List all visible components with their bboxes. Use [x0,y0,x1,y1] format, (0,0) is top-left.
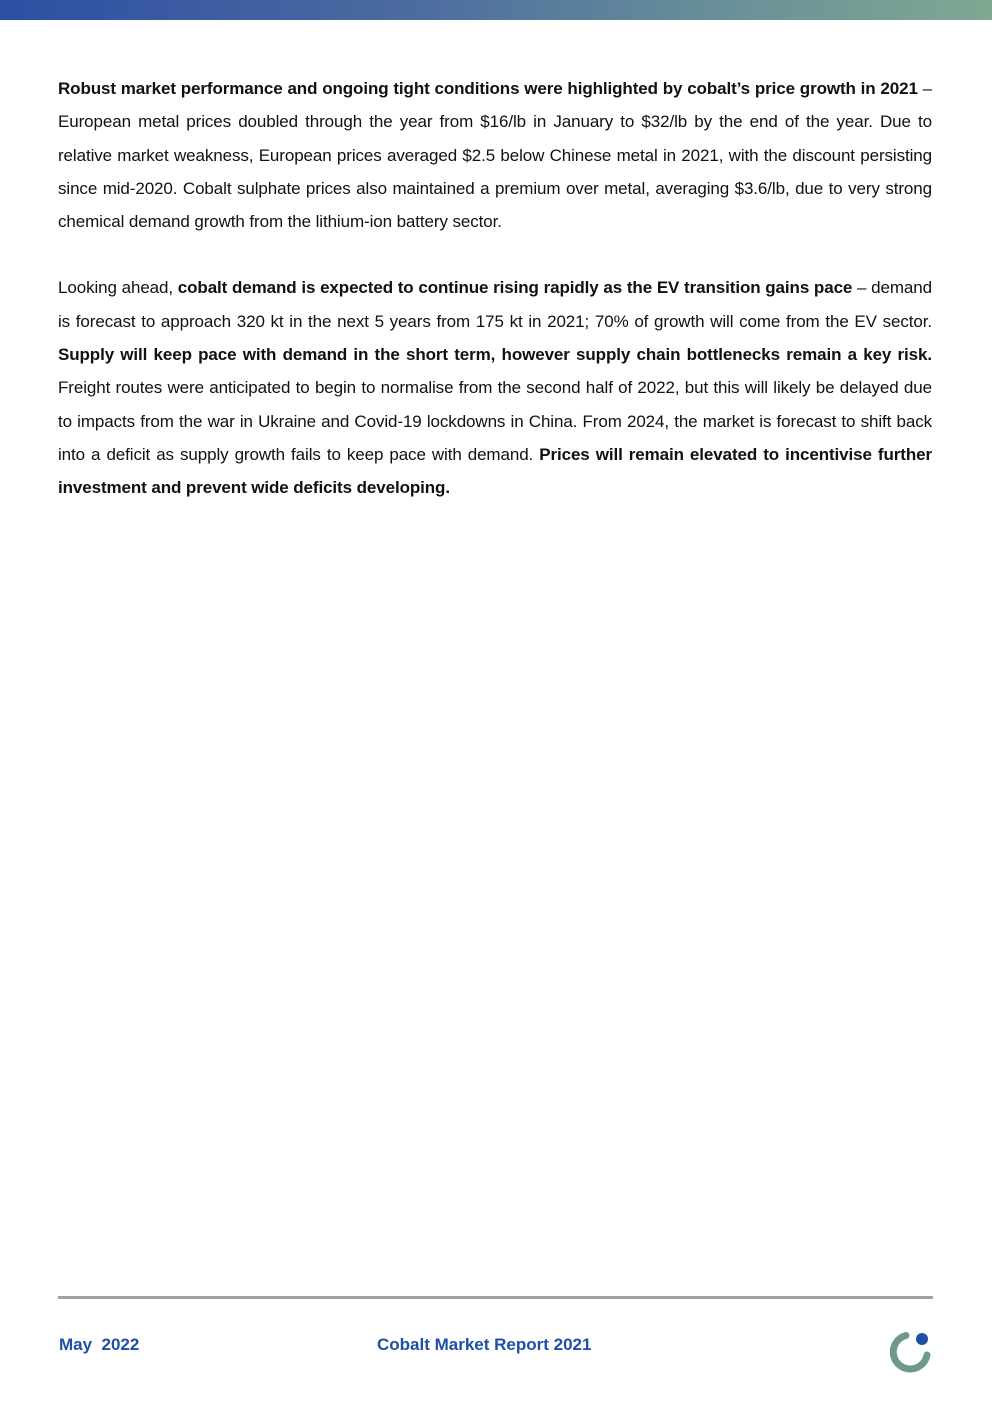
logo-dot [916,1333,928,1345]
paragraph-outlook [58,271,932,504]
paragraph-2-text-1: Looking ahead, [58,278,178,298]
paragraph-1-bold-lead: Robust market performance and ongoing tight conditions were highlighted by cobalt’s price growth in 2021 [58,79,918,98]
header-gradient-bar [0,0,992,20]
document-body [58,72,932,505]
cobalt-institute-logo-icon [884,1326,936,1378]
paragraph-2-bold-3: Prices will remain elevated to incentivise further investment and prevent wide deficits developing. [58,444,932,498]
footer-report-title: Cobalt Market Report 2021 [377,1335,592,1354]
paragraph-2-text-3: Freight routes were anticipated to begin to normalise from the second half of 2022, but this will likely be delayed due to impacts from the war in Ukraine and Covid-19 lockdowns in China. From 2024, the market is forecast to shift back into a deficit as supply growth fails to keep pace with demand. [58,378,932,464]
paragraph-1-text: – European metal prices doubled through the year from $16/lb in January to $32/lb by the end of the year. Due to relative market weakness, European prices averaged $2.5 below Chinese metal in 2021, with the discount persisting since mid-2020. Cobalt sulphate prices also maintained a premium over metal, averaging $3.6/lb, due to very strong chemical demand growth from the lithium-ion battery sector. [58,79,932,232]
footer-date: May 2022 [59,1335,140,1354]
paragraph-2-bold-1: cobalt demand is expected to continue rising rapidly as the EV transition gains pace [177,278,853,298]
footer-divider [58,1296,933,1299]
paragraph-2-bold-2: Supply will keep pace with demand in the short term, however supply chain bottlenecks remain a key risk. [58,345,932,365]
paragraph-2-text-2: – demand is forecast to approach 320 kt in the next 5 years from 175 kt in 2021; 70% of growth will come from the EV sector. [58,278,932,331]
paragraph-price-growth [58,72,932,238]
